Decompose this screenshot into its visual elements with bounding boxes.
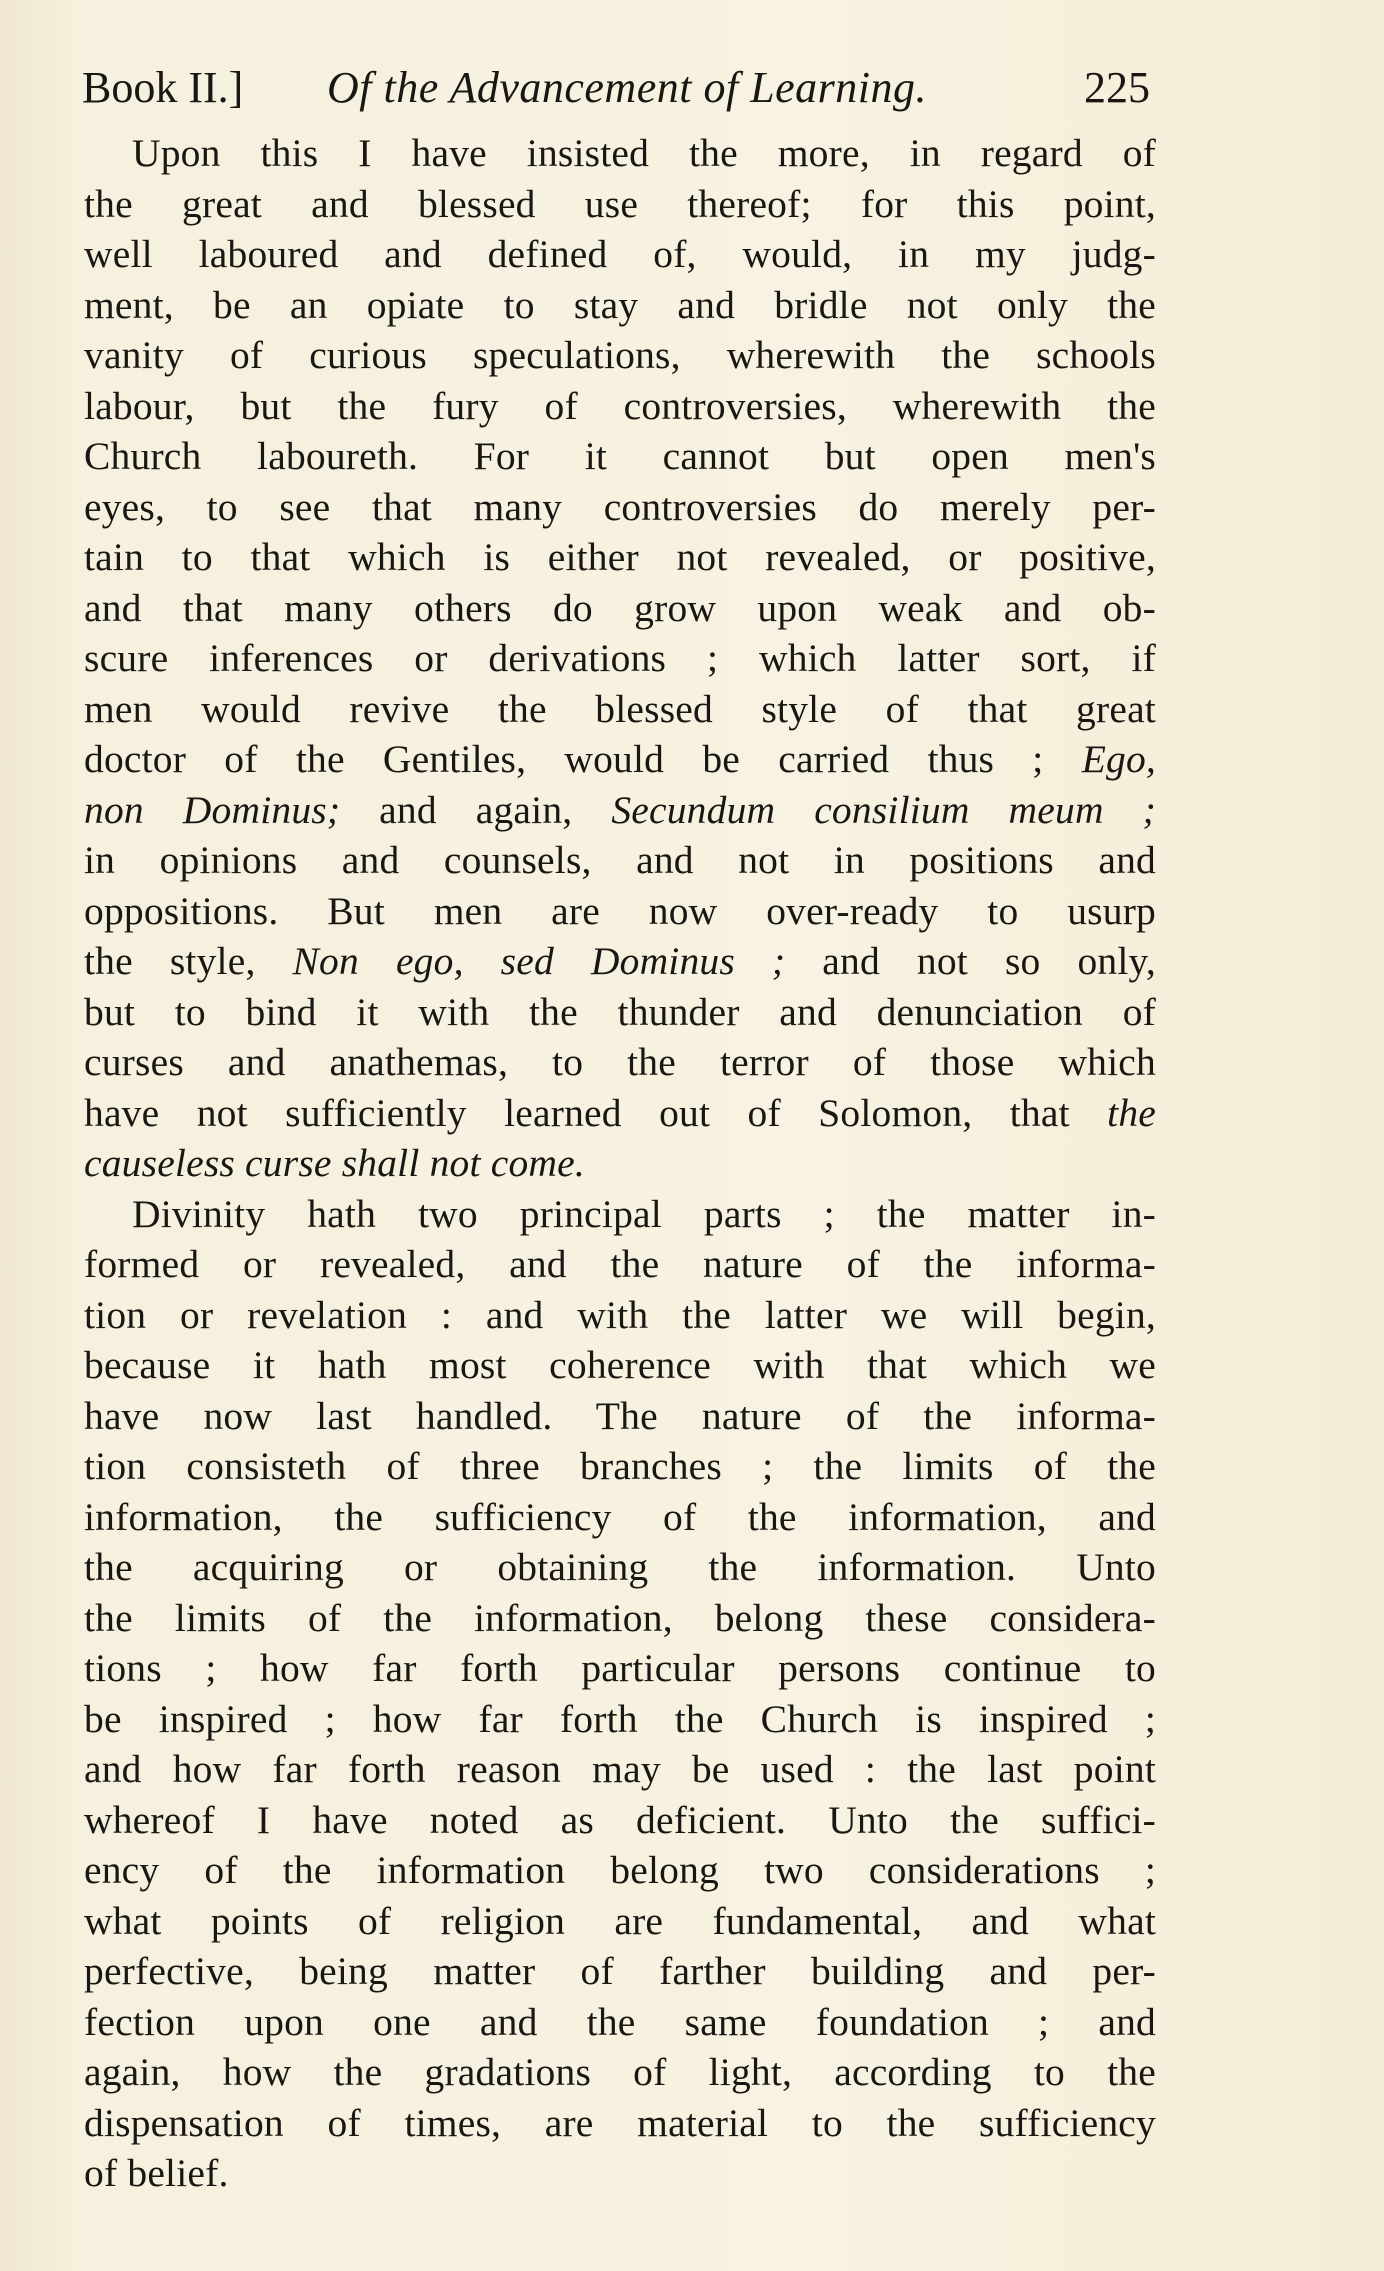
text-segment: vanity of curious speculations, wherewith the schools [84, 333, 1156, 377]
text-segment: the great and blessed use thereof; for this point, [84, 181, 1156, 226]
italic-segment: causeless curse shall not come. [84, 1141, 585, 1185]
text-segment: Divinity hath two principal parts ; the matter in- [132, 1191, 1156, 1236]
text-line [84, 1845, 1156, 1896]
text-line [84, 785, 1156, 836]
text-line [84, 381, 1156, 432]
text-segment: ment, be an opiate to stay and bridle not only the [84, 282, 1156, 327]
text-line [84, 734, 1156, 785]
text-segment: be inspired ; how far forth the Church is inspired ; [84, 1696, 1156, 1741]
text-segment: scure inferences or derivations ; which latter sort, if [84, 636, 1156, 680]
text-segment: again, how the gradations of light, according to the [84, 2050, 1156, 2094]
text-segment: and not so only, [785, 939, 1156, 983]
italic-segment: Non ego, sed Dominus ; [292, 939, 786, 983]
text-line [84, 229, 1156, 280]
text-line [84, 1088, 1156, 1139]
text-line [84, 1997, 1156, 2048]
text-segment: because it hath most coherence with that which we [84, 1343, 1156, 1387]
text-line [84, 583, 1156, 634]
text-segment: and that many others do grow upon weak and ob- [84, 585, 1156, 630]
italic-segment: Secundum consilium meum ; [611, 787, 1156, 832]
text-line [84, 1189, 1156, 1240]
text-segment: of belief. [84, 2151, 229, 2195]
text-line [84, 482, 1156, 533]
text-line [84, 936, 1156, 987]
text-segment: but to bind it with the thunder and denunciation of [84, 989, 1156, 1034]
text-segment: curses and anathemas, to the terror of those which [84, 1040, 1156, 1084]
italic-segment: the [1107, 1090, 1156, 1135]
text-segment: information, the sufficiency of the information, and [84, 1494, 1156, 1539]
text-line [84, 1037, 1156, 1088]
text-line [84, 1694, 1156, 1745]
text-segment: doctor of the Gentiles, would be carried thus ; [84, 737, 1082, 781]
text-line [84, 633, 1156, 684]
text-line [84, 431, 1156, 482]
text-segment: Church laboureth. For it cannot but open men's [84, 434, 1156, 478]
text-segment: labour, but the fury of controversies, wherewith the [84, 383, 1156, 428]
text-segment: the acquiring or obtaining the information. Unto [84, 1545, 1156, 1589]
text-segment: the limits of the information, belong these considera- [84, 1595, 1156, 1640]
text-line [84, 1492, 1156, 1543]
paragraph [84, 128, 1156, 1189]
page-number: 225 [1084, 63, 1150, 112]
text-segment: perfective, being matter of farther building and per- [84, 1949, 1156, 1993]
body-text [84, 128, 1156, 2199]
text-segment: in opinions and counsels, and not in positions and [84, 838, 1156, 882]
text-segment: have not sufficiently learned out of Solomon, that [84, 1090, 1108, 1135]
text-segment: dispensation of times, are material to the sufficiency [84, 2100, 1156, 2145]
text-segment: eyes, to see that many controversies do merely per- [84, 484, 1156, 529]
text-segment: men would revive the blessed style of that great [84, 686, 1156, 731]
text-segment: tain to that which is either not revealed, or positive, [84, 535, 1156, 579]
text-line [84, 1896, 1156, 1947]
text-segment: tion consisteth of three branches ; the limits of the [84, 1444, 1156, 1488]
text-segment: and again, [340, 787, 612, 832]
text-segment: tions ; how far forth particular persons continue to [84, 1646, 1156, 1690]
text-segment: well laboured and defined of, would, in my judg- [84, 232, 1156, 276]
italic-segment: non Dominus; [84, 787, 341, 832]
text-line [84, 330, 1156, 381]
text-line [84, 1441, 1156, 1492]
text-segment: formed or revealed, and the nature of the informa- [84, 1242, 1156, 1286]
text-line [84, 2098, 1156, 2149]
text-line [84, 684, 1156, 735]
text-line [84, 179, 1156, 230]
text-line [84, 1391, 1156, 1442]
text-line [84, 1744, 1156, 1795]
text-segment: ency of the information belong two considerations ; [84, 1848, 1156, 1892]
italic-segment: Ego, [1081, 737, 1156, 781]
text-line [84, 1239, 1156, 1290]
text-line [84, 128, 1156, 179]
text-line [84, 1593, 1156, 1644]
text-line [84, 1946, 1156, 1997]
text-segment: tion or revelation : and with the latter we will begin, [84, 1292, 1156, 1337]
text-segment: what points of religion are fundamental, and what [84, 1898, 1156, 1943]
text-line [84, 280, 1156, 331]
text-line [84, 2047, 1156, 2098]
text-line [84, 886, 1156, 937]
text-line [84, 1795, 1156, 1846]
text-segment: and how far forth reason may be used : the last point [84, 1747, 1156, 1791]
text-line [84, 2148, 1156, 2199]
text-segment: fection upon one and the same foundation ; and [84, 1999, 1156, 2044]
paragraph [84, 1189, 1156, 2199]
text-segment: whereof I have noted as deficient. Unto the suffici- [84, 1797, 1156, 1842]
text-line [84, 987, 1156, 1038]
text-segment: the style, [84, 939, 293, 983]
text-line [84, 835, 1156, 886]
text-line [84, 1542, 1156, 1593]
text-segment: oppositions. But men are now over-ready to usurp [84, 888, 1156, 933]
text-line [84, 1290, 1156, 1341]
book-label: Book II.] [82, 63, 244, 112]
text-segment: Upon this I have insisted the more, in regard of [132, 131, 1156, 175]
text-line [84, 1643, 1156, 1694]
running-title: Of the Advancement of Learning. [327, 63, 928, 112]
text-segment: have now last handled. The nature of the informa- [84, 1393, 1156, 1438]
text-line [84, 532, 1156, 583]
text-line [84, 1138, 1156, 1189]
text-line [84, 1340, 1156, 1391]
running-header [82, 58, 1150, 118]
